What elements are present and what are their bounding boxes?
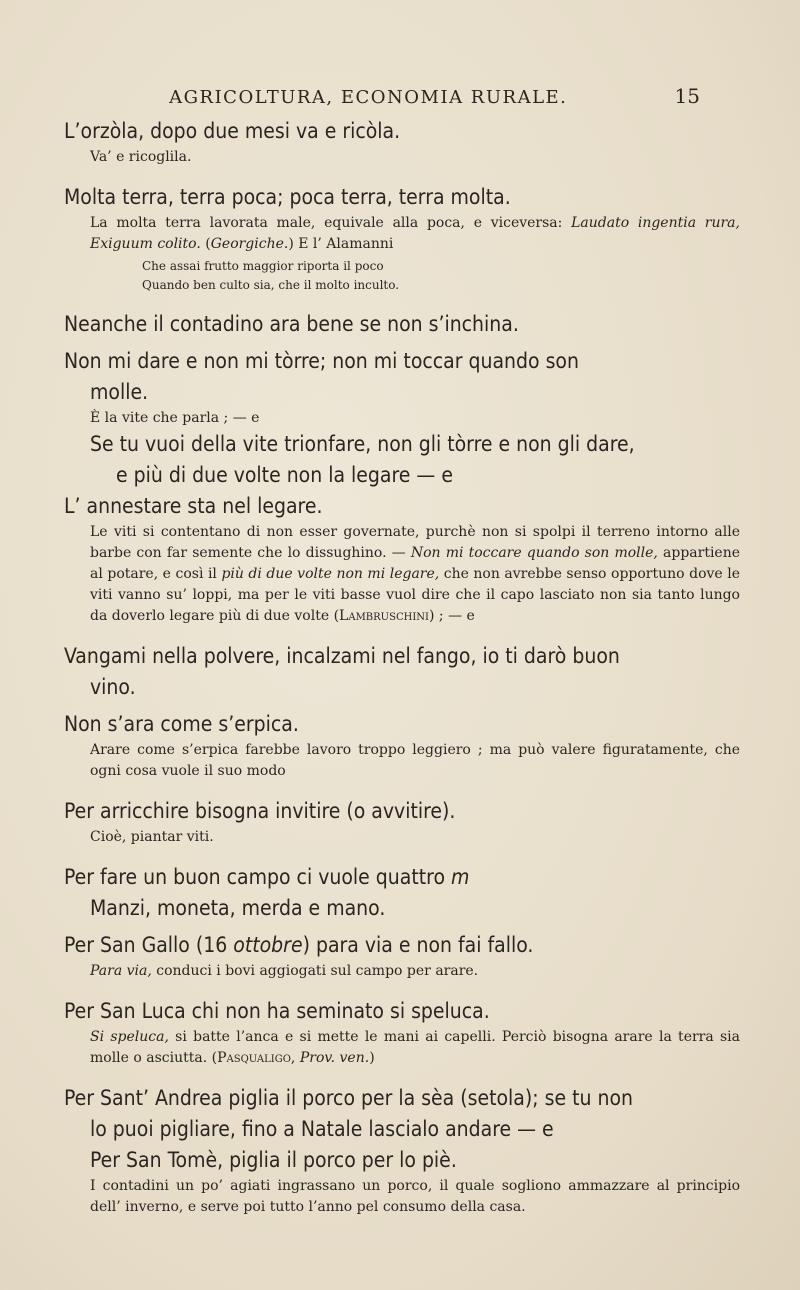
- proverb: Per San Luca chi non ha seminato si speluca.: [64, 999, 490, 1023]
- proverb: Per San Tomè, piglia il porco per lo piè.: [90, 1148, 457, 1172]
- running-title: AGRICOLTURA, ECONOMIA RURALE.: [169, 87, 568, 108]
- proverb: Vangami nella polvere, incalzami nel fango, io ti darò buon vino.: [64, 644, 620, 699]
- proverb: Non s’ara come s’erpica.: [64, 712, 299, 736]
- source-citation: Georgiche.: [210, 236, 289, 252]
- proverb: Per fare un buon campo ci vuole quattro m Manzi, moneta, merda e mano.: [64, 865, 470, 920]
- proverb: Non mi dare e non mi tòrre; non mi toccar quando son molle.: [64, 349, 579, 404]
- latin-citation: Laudato ingentia rura, Exiguum colito.: [90, 215, 740, 252]
- proverb-note: Le viti si contentano di non esser governate, purchè non si spolpi il terreno intorno alle barbe con far semente che lo dissughino. — Non mi toccare quando son molle, appartiene al potare, e così il più di due volte non mi legare, che non avrebbe senso opportuno dove le viti vanno su’ loppi, ma per le viti basse vuol dire che il capo lasciato non sia tanto lungo da doverlo legare più di due volte (Lambruschini) ; — e: [90, 524, 741, 624]
- proverb-note: È la vite che parla ; — e: [90, 410, 260, 426]
- proverb: Per arricchire bisogna invitire (o avvitire).: [64, 799, 456, 823]
- page-body: [62, 116, 740, 1218]
- proverb: Per Sant’ Andrea piglia il porco per la sèa (setola); se tu non lo puoi pigliare, fino a Natale lascialo andare — e: [64, 1086, 633, 1141]
- proverb: L’orzòla, dopo due mesi va e ricòla.: [64, 119, 401, 143]
- verse-quote: Che assai frutto maggior riporta il poco Quando ben culto sia, che il molto inculto.: [142, 259, 400, 292]
- proverb-note: Para via, conduci i bovi aggiogati sul campo per arare.: [90, 963, 479, 979]
- page-header: [62, 84, 700, 108]
- proverb: Neanche il contadino ara bene se non s’inchina.: [64, 312, 519, 336]
- proverb-note: Si speluca, si batte l’anca e si mette le mani ai capelli. Perciò bisogna arare la terra sia molle o asciutta. (Pasqualigo, Prov. ven.): [90, 1029, 740, 1066]
- author-name: Lambruschini: [339, 608, 429, 624]
- page-number: 15: [674, 84, 700, 108]
- proverb-note: Cioè, piantar viti.: [90, 829, 214, 845]
- proverb: Molta terra, terra poca; poca terra, terra molta.: [64, 185, 511, 209]
- proverb-note: Va’ e ricoglila.: [90, 149, 192, 165]
- proverb: Se tu vuoi della vite trionfare, non gli tòrre e non gli dare, e più di due volte non la legare — e: [90, 432, 635, 487]
- proverb: Per San Gallo (16 ottobre) para via e non fai fallo.: [64, 933, 534, 957]
- author-name: Pasqualigo: [217, 1050, 291, 1066]
- proverb-note: La molta terra lavorata male, equivale alla poca, e viceversa: Laudato ingentia rura, Exiguum colito. (Georgiche.) E l’ Alamanni: [90, 215, 740, 252]
- proverb-note: Arare come s’erpica farebbe lavoro troppo leggiero ; ma può valere figuratamente, che ogni cosa vuole il suo modo: [90, 742, 740, 779]
- proverb-note: I contadini un po’ agiati ingrassano un porco, il quale sogliono ammazzare al principio dell’ inverno, e serve poi tutto l’anno pel consumo della casa.: [90, 1178, 740, 1215]
- proverb: L’ annestare sta nel legare.: [64, 494, 323, 518]
